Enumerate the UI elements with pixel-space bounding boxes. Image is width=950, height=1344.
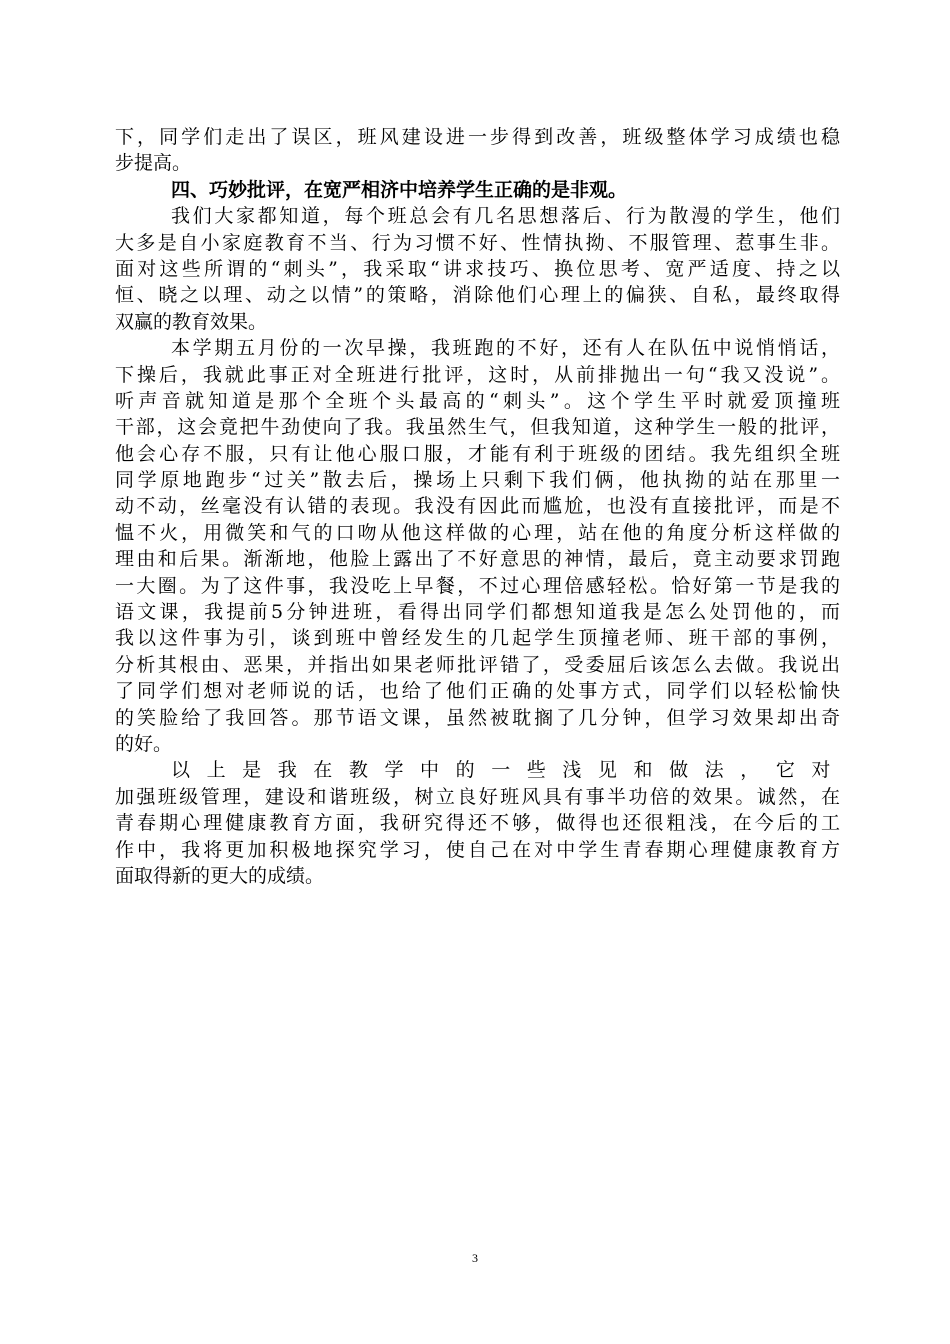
text-line: 动不动，丝毫没有认错的表现。我没有因此而尴尬，也没有直接批评，而是不 xyxy=(115,495,840,518)
text-line: 加强班级管理，建设和谐班级，树立良好班风具有事半功倍的效果。诚然，在 xyxy=(115,785,840,808)
text-line: 我们大家都知道，每个班总会有几名思想落后、行为散漫的学生，他们 xyxy=(171,205,840,228)
text-line: 面对这些所谓的“刺头”，我采取“讲求技巧、换位思考、宽严适度、持之以 xyxy=(115,257,840,280)
text-line: 听声音就知道是那个全班个头最高的“刺头”。这个学生平时就爱顶撞班 xyxy=(115,389,840,412)
page-number: 3 xyxy=(472,1251,478,1265)
text-line: 同学原地跑步“过关”散去后，操场上只剩下我们俩，他执拗的站在那里一 xyxy=(115,469,840,492)
text-line: 面取得新的更大的成绩。 xyxy=(115,864,325,887)
text-line: 的笑脸给了我回答。那节语文课，虽然被耽搁了几分钟，但学习效果却出奇 xyxy=(115,706,840,729)
text-line: 青春期心理健康教育方面，我研究得还不够，做得也还很粗浅，在今后的工 xyxy=(115,812,840,835)
text-line: 理由和后果。渐渐地，他脸上露出了不好意思的神情，最后，竟主动要求罚跑 xyxy=(115,548,840,571)
text-line: 一大圈。为了这件事，我没吃上早餐，不过心理倍感轻松。恰好第一节是我的 xyxy=(115,574,840,597)
text-line: 语文课，我提前5分钟进班，看得出同学们都想知道我是怎么处罚他的，而 xyxy=(115,601,840,624)
text-line: 双赢的教育效果。 xyxy=(115,310,268,333)
document-body xyxy=(115,124,840,889)
text-line: 下，同学们走出了误区，班风建设进一步得到改善，班级整体学习成绩也稳 xyxy=(115,126,840,148)
text-line: 愠不火，用微笑和气的口吻从他这样做的心理，站在他的角度分析这样做的 xyxy=(115,521,840,544)
text-line: 下操后，我就此事正对全班进行批评，这时，从前排抛出一句“我又没说”。 xyxy=(115,363,840,386)
text-line: 以上是我在教学中的一些浅见和做法，它对 xyxy=(171,759,840,782)
text-line: 分析其根由、恶果，并指出如果老师批评错了，受委屈后该怎么去做。我说出 xyxy=(115,653,840,676)
text-line: 他会心存不服，只有让他心服口服，才能有利于班级的团结。我先组织全班 xyxy=(115,442,840,465)
text-line: 我以这件事为引，谈到班中曾经发生的几起学生顶撞老师、班干部的事例， xyxy=(115,627,840,650)
text-line: 干部，这会竟把牛劲使向了我。我虽然生气，但我知道，这种学生一般的批评， xyxy=(115,416,840,439)
text-line: 本学期五月份的一次早操，我班跑的不好，还有人在队伍中说悄悄话， xyxy=(171,337,840,360)
text-line: 步提高。 xyxy=(115,152,192,175)
text-line: 大多是自小家庭教育不当、行为习惯不好、性情执拗、不服管理、惹事生非。 xyxy=(115,231,840,254)
text-line: 恒、晓之以理、动之以情”的策略，消除他们心理上的偏狭、自私，最终取得 xyxy=(115,284,840,307)
text-line: 了同学们想对老师说的话，也给了他们正确的处事方式，同学们以轻松愉快 xyxy=(115,680,840,703)
text-line: 的好。 xyxy=(115,732,173,755)
section-heading: 四、巧妙批评，在宽严相济中培养学生正确的是非观。 xyxy=(171,178,628,201)
text-line: 作中，我将更加积极地探究学习，使自己在对中学生青春期心理健康教育方 xyxy=(115,838,840,861)
